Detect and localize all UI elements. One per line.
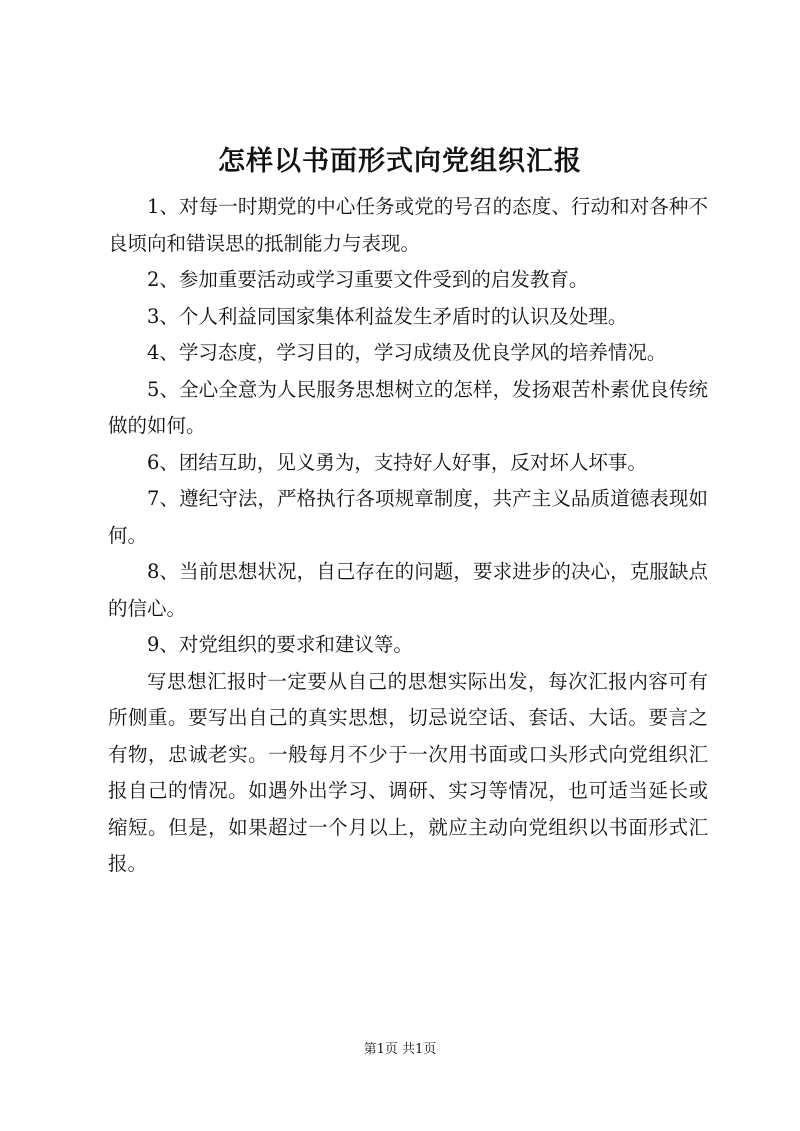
paragraph-item-5: 5、全心全意为人民服务思想树立的怎样，发扬艰苦朴素优良传统做的如何。 bbox=[108, 377, 708, 437]
document-title: 怎样以书面形式向党组织汇报 bbox=[218, 146, 582, 177]
paragraph-item-6: 6、团结互助，见义勇为，支持好人好事，反对坏人坏事。 bbox=[147, 450, 647, 474]
paragraph-item-8: 8、当前思想状况，自己存在的问题，要求进步的决心，克服缺点的信心。 bbox=[108, 560, 708, 620]
paragraph-item-1: 1、对每一时期党的中心任务或党的号召的态度、行动和对各种不良顷向和错误思的抵制能力与表现。 bbox=[108, 195, 708, 255]
paragraph-item-7: 7、遵纪守法，严格执行各项规章制度，共产主义品质道德表现如何。 bbox=[108, 487, 708, 547]
page-footer: 第1页 共1页 bbox=[363, 1042, 437, 1057]
paragraph-item-2: 2、参加重要活动或学习重要文件受到的启发教育。 bbox=[147, 268, 589, 291]
paragraph-item-9: 9、对党组织的要求和建议等。 bbox=[147, 633, 413, 656]
document-body bbox=[108, 189, 708, 883]
paragraph-summary: 写思想汇报时一定要从自己的思想实际出发，每次汇报内容可有所侧重。要写出自己的真实思想，切忌说空话、套话、大话。要言之有物，忠诚老实。一般每月不少于一次用书面或口头形式向党组织汇报自己的情况。如遇外出学习、调研、实习等情况，也可适当延长或缩短。但是，如果超过一个月以上，就应主动向党组织以书面形式汇报。 bbox=[108, 669, 708, 875]
paragraph-item-3: 3、个人利益同国家集体利益发生矛盾时的认识及处理。 bbox=[147, 304, 628, 328]
paragraph-item-4: 4、学习态度，学习目的，学习成绩及优良学风的培养情况。 bbox=[147, 341, 667, 364]
